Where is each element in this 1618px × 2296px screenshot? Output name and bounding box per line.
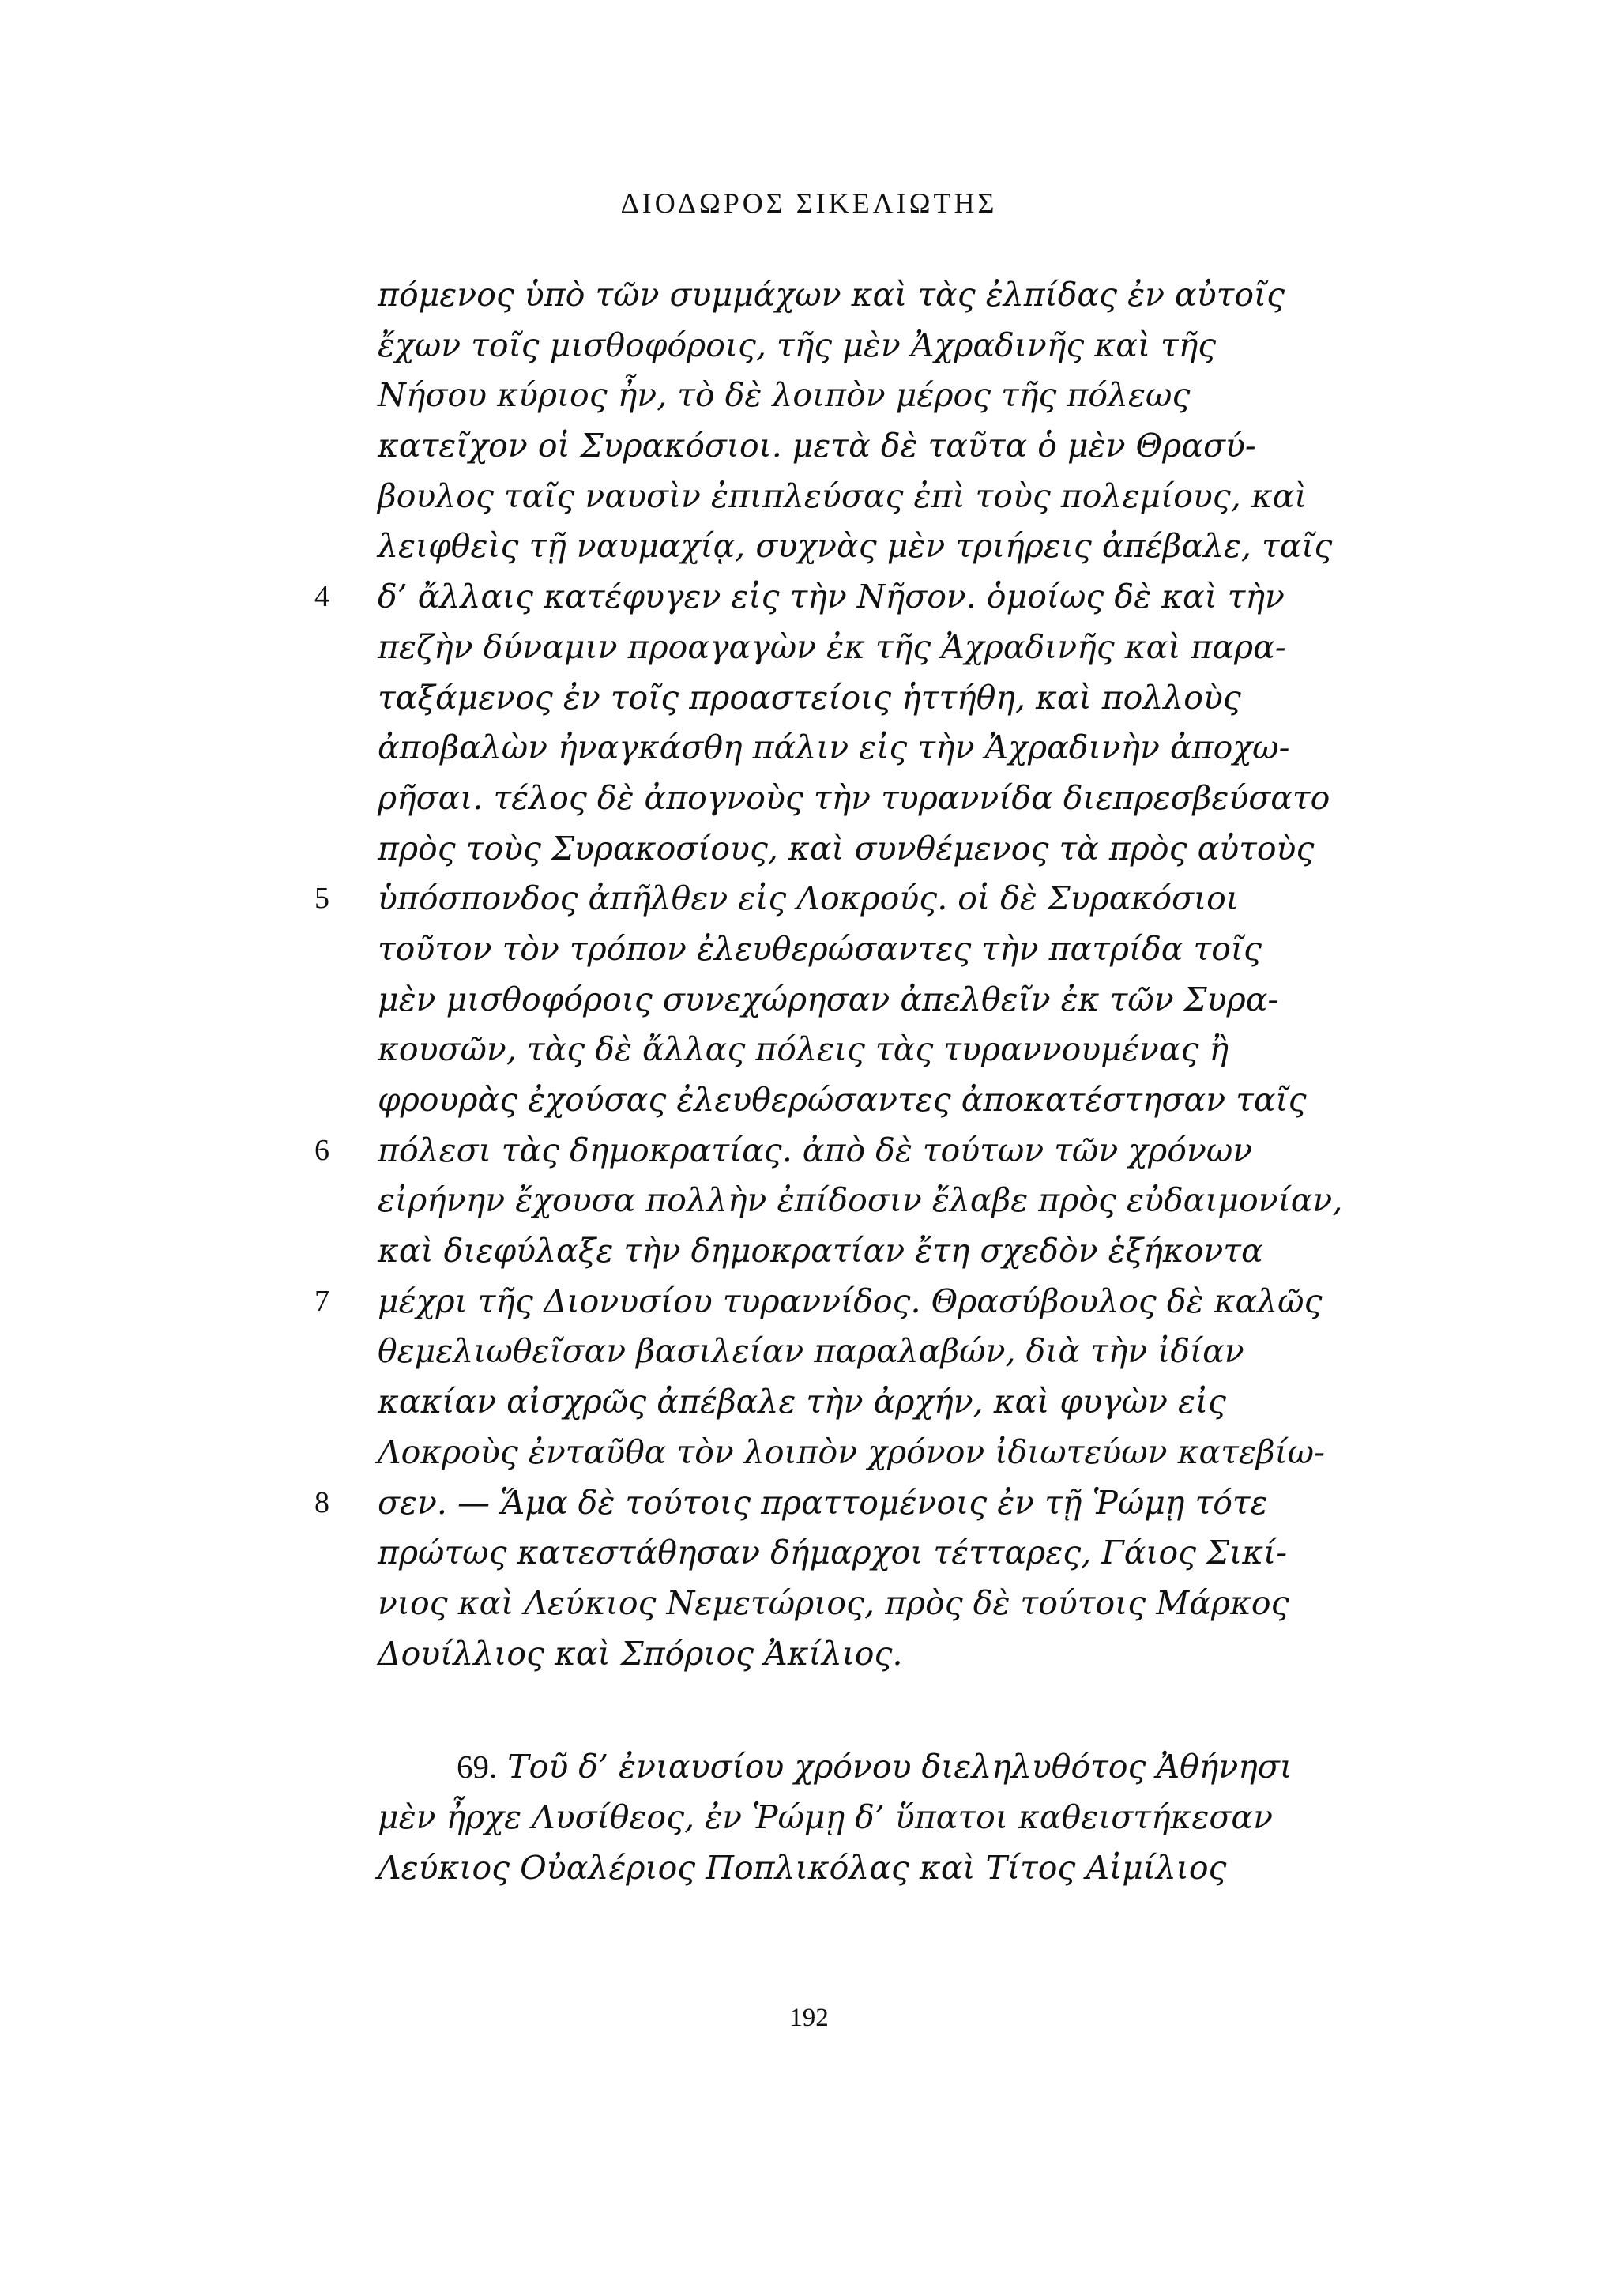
text-line (378, 1579, 1294, 1629)
line-text: σεν. — Ἅμα δὲ τούτοις πραττομένοις ἐν τῇ Ῥώμῃ τότε (378, 1483, 1268, 1522)
section-number: 7 (314, 1284, 329, 1318)
line-text: κατεῖχον οἱ Συρακόσιοι. μετὰ δὲ ταῦτα ὁ μὲν Θρασύ- (378, 427, 1256, 465)
text-line (378, 824, 1315, 875)
text-line (378, 321, 1294, 371)
text-line (378, 1176, 1343, 1226)
text-line (378, 673, 1294, 724)
chapter-number: 69. (457, 1748, 498, 1786)
line-text: φρουρὰς ἐχούσας ἐλευθερώσαντες ἀποκατέστησαν ταῖς (378, 1081, 1307, 1119)
line-text: ἔχων τοῖς μισθοφόροις, τῆς μὲν Ἀχραδινῆς καὶ τῆς (378, 326, 1217, 364)
page-number: 192 (789, 2004, 829, 2032)
paragraph-2 (378, 1742, 1294, 1893)
text-line (378, 1377, 1294, 1428)
line-text: μὲν ἦρχε Λυσίθεος, ἐν Ῥώμῃ δ’ ὕπατοι καθειστήκεσαν (378, 1797, 1274, 1836)
line-text: Νήσου κύριος ἦν, τὸ δὲ λοιπὸν μέρος τῆς πόλεως (378, 376, 1191, 415)
line-text: Λεύκιος Οὐαλέριος Ποπλικόλας καὶ Τίτος Αἰμίλιος (378, 1848, 1227, 1887)
section-number: 6 (314, 1133, 329, 1167)
line-text: ρῆσαι. τέλος δὲ ἀπογνοὺς τὴν τυραννίδα διεπρεσβεύσατο (378, 778, 1330, 817)
line-text: κακίαν αἰσχρῶς ἀπέβαλε τὴν ἀρχήν, καὶ φυγὼν εἰς (378, 1383, 1226, 1421)
text-line (378, 1226, 1294, 1277)
text-line (378, 1793, 1294, 1843)
line-text: ταξάμενος ἐν τοῖς προαστείοις ἡττήθη, καὶ πολλοὺς (378, 678, 1241, 717)
section-number: 5 (314, 882, 329, 916)
line-text: ἀποβαλὼν ἠναγκάσθη πάλιν εἰς τὴν Ἀχραδινὴν ἀποχω- (378, 728, 1290, 767)
text-line (378, 975, 1294, 1026)
text-line (314, 1126, 1294, 1176)
line-text: καὶ διεφύλαξε τὴν δημοκρατίαν ἔτη σχεδὸν ἑξήκοντα (378, 1232, 1263, 1270)
text-line (378, 472, 1308, 522)
line-text: δ’ ἄλλαις κατέφυγεν εἰς τὴν Νῆσον. ὁμοίως δὲ καὶ τὴν (378, 578, 1285, 616)
text-line (378, 773, 1330, 824)
line-text: λειφθεὶς τῇ ναυμαχίᾳ, συχνὰς μὲν τριήρεις ἀπέβαλε, ταῖς (378, 527, 1333, 566)
text-line (314, 572, 1294, 623)
text-line (378, 421, 1294, 472)
line-text: Τοῦ δ’ ἐνιαυσίου χρόνου διεληλυθότος Ἀθήνησι (507, 1748, 1293, 1786)
line-text: βουλος ταῖς ναυσὶν ἐπιπλεύσας ἐπὶ τοὺς πολεμίους, καὶ (378, 476, 1308, 515)
line-text: νιος καὶ Λεύκιος Νεμετώριος, πρὸς δὲ τούτοις Μάρκος (378, 1583, 1289, 1622)
text-line (314, 1277, 1323, 1327)
text-line (378, 1843, 1294, 1894)
text-line (378, 1629, 1294, 1680)
line-text: πόλεσι τὰς δημοκρατίας. ἀπὸ δὲ τούτων τῶν χρόνων (378, 1131, 1253, 1169)
text-line (378, 723, 1294, 773)
text-line (378, 1742, 1294, 1793)
line-text: μὲν μισθοφόροις συνεχώρησαν ἀπελθεῖν ἐκ τῶν Συρα- (378, 980, 1279, 1018)
text-line (314, 1478, 1294, 1529)
line-text: πρώτως κατεστάθησαν δήμαρχοι τέτταρες, Γάιος Σικί- (378, 1534, 1288, 1572)
line-text: Λοκροὺς ἐνταῦθα τὸν λοιπὸν χρόνον ἰδιωτεύων κατεβίω- (378, 1432, 1325, 1471)
text-block (314, 270, 1343, 1893)
text-line (314, 874, 1294, 924)
text-line (378, 1075, 1307, 1126)
running-head: ΔΙΟΔΩΡΟΣ ΣΙΚΕΛΙΩΤΗΣ (620, 187, 998, 219)
text-line (378, 1327, 1294, 1377)
text-line (378, 1528, 1294, 1579)
line-text: μέχρι τῆς Διονυσίου τυραννίδος. Θρασύβουλος δὲ καλῶς (378, 1282, 1323, 1320)
line-text: πόμενος ὑπὸ τῶν συμμάχων καὶ τὰς ἐλπίδας ἐν αὐτοῖς (378, 276, 1285, 314)
line-text: τοῦτον τὸν τρόπον ἐλευθερώσαντες τὴν πατρίδα τοῖς (378, 929, 1262, 968)
line-text: ὑπόσπονδος ἀπῆλθεν εἰς Λοκρούς. οἱ δὲ Συρακόσιοι (378, 879, 1239, 918)
text-line (378, 623, 1294, 673)
line-text: κουσῶν, τὰς δὲ ἄλλας πόλεις τὰς τυραννουμένας ἢ (378, 1030, 1229, 1069)
line-text: πρὸς τοὺς Συρακοσίους, καὶ συνθέμενος τὰ πρὸς αὐτοὺς (378, 829, 1315, 868)
text-line (378, 521, 1333, 572)
text-line (378, 371, 1294, 421)
line-text: πεζὴν δύναμιν προαγαγὼν ἐκ τῆς Ἀχραδινῆς καὶ παρα- (378, 627, 1286, 666)
text-line (378, 1025, 1294, 1075)
text-line (378, 270, 1294, 321)
text-line (378, 924, 1294, 975)
paragraph-gap (378, 1679, 1294, 1742)
section-number: 4 (314, 580, 329, 614)
text-line (378, 1428, 1325, 1478)
section-number: 8 (314, 1485, 329, 1519)
paragraph-1 (314, 270, 1343, 1679)
line-text: θεμελιωθεῖσαν βασιλείαν παραλαβών, διὰ τὴν ἰδίαν (378, 1332, 1244, 1371)
line-text: εἰρήνην ἔχουσα πολλὴν ἐπίδοσιν ἔλαβε πρὸς εὐδαιμονίαν, (378, 1181, 1343, 1220)
line-text: Δουίλλιος καὶ Σπόριος Ἀκίλιος. (378, 1634, 903, 1673)
